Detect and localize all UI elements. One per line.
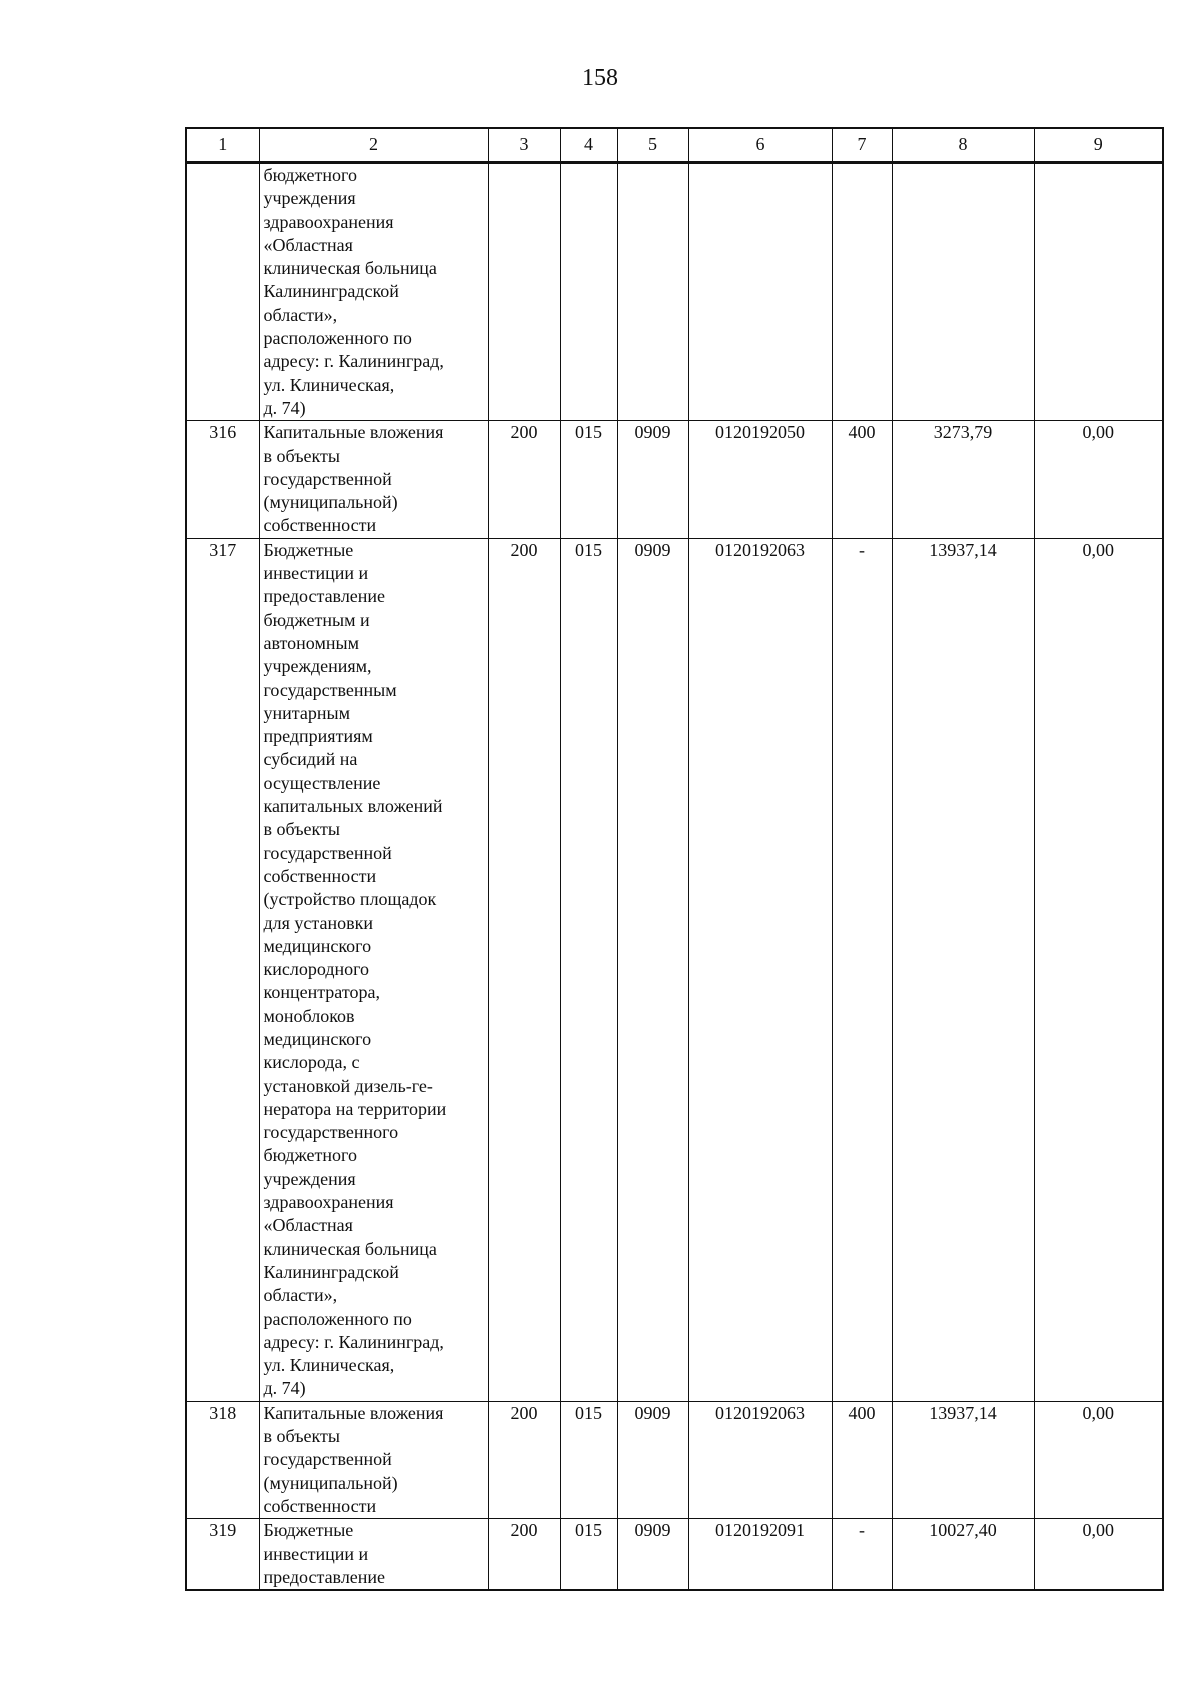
- description-line: концентратора,: [263, 982, 380, 1003]
- table-header: [186, 128, 1163, 163]
- description-line: установкой дизель-ге-: [263, 1075, 433, 1096]
- description-line: предоставление: [263, 586, 386, 607]
- description-line: клиническая больница: [263, 1238, 437, 1259]
- description-line: Бюджетные: [263, 1520, 354, 1541]
- table-row: [186, 163, 1163, 421]
- cell-col-8: 13937,14: [892, 538, 1034, 1401]
- description-line: бюджетным и: [263, 609, 370, 630]
- cell-col-9: [1034, 163, 1163, 421]
- description-line: предприятиям: [263, 726, 373, 747]
- description-line: собственности: [263, 515, 377, 536]
- description-line: учреждения: [263, 1168, 356, 1189]
- cell-col-7: -: [832, 1519, 892, 1590]
- description-line: собственности: [263, 865, 377, 886]
- cell-col-4: 015: [560, 1401, 617, 1518]
- description-line: инвестиции и: [263, 563, 369, 584]
- description-line: расположенного по: [263, 1308, 412, 1329]
- row-number: 316: [186, 421, 259, 538]
- cell-col-6: 0120192091: [688, 1519, 832, 1590]
- cell-col-9: 0,00: [1034, 1401, 1163, 1518]
- description-line: (устройство площадок: [263, 889, 437, 910]
- cell-col-3: [488, 163, 560, 421]
- description-line: государственным: [263, 679, 397, 700]
- description-line: «Областная: [263, 1215, 353, 1236]
- cell-col-9: 0,00: [1034, 1519, 1163, 1590]
- description-line: государственного: [263, 1122, 399, 1143]
- cell-col-8: 10027,40: [892, 1519, 1034, 1590]
- cell-col-8: 13937,14: [892, 1401, 1034, 1518]
- row-description: [259, 421, 488, 538]
- description-line: Капитальные вложения: [263, 1402, 444, 1423]
- cell-col-9: 0,00: [1034, 421, 1163, 538]
- row-number: 319: [186, 1519, 259, 1590]
- cell-col-9: 0,00: [1034, 538, 1163, 1401]
- description-line: бюджетного: [263, 165, 357, 185]
- row-description: [259, 538, 488, 1401]
- header-col-1: 1: [186, 128, 259, 163]
- cell-col-3: 200: [488, 421, 560, 538]
- description-line: учреждения: [263, 188, 356, 209]
- description-line: кислорода, с: [263, 1052, 360, 1073]
- cell-col-7: 400: [832, 1401, 892, 1518]
- table-row: [186, 421, 1163, 538]
- table-row: [186, 1519, 1163, 1590]
- description-line: Капитальные вложения: [263, 422, 444, 443]
- cell-col-3: 200: [488, 538, 560, 1401]
- description-line: (муниципальной): [263, 492, 398, 513]
- cell-col-7: 400: [832, 421, 892, 538]
- description-line: адресу: г. Калининград,: [263, 351, 444, 372]
- description-line: в объекты: [263, 445, 340, 466]
- budget-table: [185, 127, 1164, 1591]
- cell-col-8: 3273,79: [892, 421, 1034, 538]
- cell-col-8: [892, 163, 1034, 421]
- description-line: д. 74): [263, 397, 306, 418]
- cell-col-3: 200: [488, 1519, 560, 1590]
- row-description: [259, 1401, 488, 1518]
- header-col-9: 9: [1034, 128, 1163, 163]
- cell-col-4: 015: [560, 421, 617, 538]
- header-col-7: 7: [832, 128, 892, 163]
- cell-col-4: 015: [560, 538, 617, 1401]
- page-number: 158: [582, 65, 618, 91]
- description-line: инвестиции и: [263, 1543, 369, 1564]
- description-line: д. 74): [263, 1378, 306, 1399]
- description-line: кислородного: [263, 959, 370, 980]
- cell-col-5: 0909: [617, 1401, 688, 1518]
- cell-col-5: 0909: [617, 538, 688, 1401]
- cell-col-4: 015: [560, 1519, 617, 1590]
- description-line: автономным: [263, 632, 359, 653]
- table-row: [186, 538, 1163, 1401]
- header-row: [186, 128, 1163, 163]
- table-body: [186, 163, 1163, 1591]
- description-line: Калининградской: [263, 1261, 399, 1282]
- description-line: учреждениям,: [263, 656, 372, 677]
- cell-col-7: [832, 163, 892, 421]
- description-line: осуществление: [263, 772, 381, 793]
- header-col-3: 3: [488, 128, 560, 163]
- description-line: бюджетного: [263, 1145, 357, 1166]
- header-col-8: 8: [892, 128, 1034, 163]
- description-line: государственной: [263, 842, 392, 863]
- description-line: медицинского: [263, 935, 372, 956]
- cell-col-6: [688, 163, 832, 421]
- cell-col-7: -: [832, 538, 892, 1401]
- description-line: ул. Клиническая,: [263, 1355, 395, 1376]
- description-line: клиническая больница: [263, 258, 437, 279]
- description-line: капитальных вложений: [263, 796, 443, 817]
- description-line: предоставление: [263, 1566, 386, 1587]
- cell-col-3: 200: [488, 1401, 560, 1518]
- description-line: здравоохранения: [263, 211, 394, 232]
- description-line: государственной: [263, 1449, 392, 1470]
- description-line: нератора на территории: [263, 1098, 447, 1119]
- row-number: 318: [186, 1401, 259, 1518]
- description-line: «Областная: [263, 234, 353, 255]
- cell-col-6: 0120192063: [688, 1401, 832, 1518]
- description-line: государственной: [263, 468, 392, 489]
- description-line: собственности: [263, 1495, 377, 1516]
- description-line: Бюджетные: [263, 539, 354, 560]
- description-line: расположенного по: [263, 328, 412, 349]
- description-line: области»,: [263, 304, 338, 325]
- cell-col-5: 0909: [617, 421, 688, 538]
- description-line: области»,: [263, 1285, 338, 1306]
- description-line: для установки: [263, 912, 373, 933]
- description-line: здравоохранения: [263, 1192, 394, 1213]
- cell-col-5: [617, 163, 688, 421]
- description-line: (муниципальной): [263, 1472, 398, 1493]
- header-col-2: 2: [259, 128, 488, 163]
- cell-col-6: 0120192050: [688, 421, 832, 538]
- cell-col-6: 0120192063: [688, 538, 832, 1401]
- row-number: 317: [186, 538, 259, 1401]
- row-description: [259, 1519, 488, 1590]
- row-description: [259, 163, 488, 421]
- description-line: унитарным: [263, 702, 350, 723]
- description-line: в объекты: [263, 1426, 340, 1447]
- description-line: адресу: г. Калининград,: [263, 1331, 444, 1352]
- description-line: в объекты: [263, 819, 340, 840]
- header-col-4: 4: [560, 128, 617, 163]
- cell-col-5: 0909: [617, 1519, 688, 1590]
- cell-col-4: [560, 163, 617, 421]
- row-number: [186, 163, 259, 421]
- header-col-6: 6: [688, 128, 832, 163]
- description-line: субсидий на: [263, 749, 358, 770]
- description-line: ул. Клиническая,: [263, 374, 395, 395]
- header-col-5: 5: [617, 128, 688, 163]
- description-line: моноблоков: [263, 1005, 355, 1026]
- description-line: Калининградской: [263, 281, 399, 302]
- table-row: [186, 1401, 1163, 1518]
- description-line: медицинского: [263, 1028, 372, 1049]
